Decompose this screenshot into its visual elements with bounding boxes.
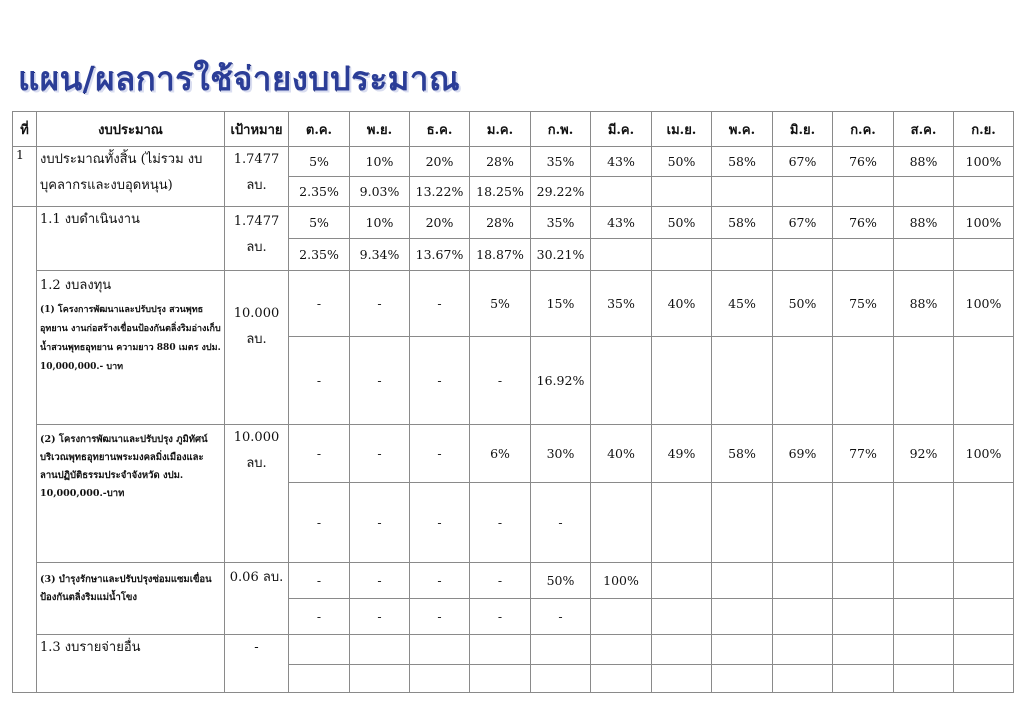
- result-cell: 13.22%: [410, 177, 470, 207]
- result-cell: [773, 177, 833, 207]
- plan-cell: 43%: [591, 147, 652, 177]
- month-header: ก.ค.: [833, 112, 894, 147]
- result-cell: [773, 483, 833, 563]
- result-cell: [833, 239, 894, 271]
- plan-cell: 35%: [531, 147, 591, 177]
- col-no-header: ที่: [13, 112, 37, 147]
- plan-cell: -: [470, 563, 531, 599]
- month-header: มี.ค.: [591, 112, 652, 147]
- plan-cell: 58%: [712, 147, 773, 177]
- result-cell: -: [350, 599, 410, 635]
- col-target-header: เป้าหมาย: [225, 112, 289, 147]
- month-header: พ.ย.: [350, 112, 410, 147]
- project-2-plan-row: [13, 425, 1014, 483]
- investment-cell: [37, 271, 225, 425]
- plan-cell: 58%: [712, 207, 773, 239]
- budget-table: [12, 111, 1014, 693]
- result-cell: 2.35%: [289, 177, 350, 207]
- result-cell: [591, 483, 652, 563]
- plan-cell: [712, 635, 773, 665]
- other-name: 1.3 งบรายจ่ายอื่น: [37, 635, 225, 693]
- plan-cell: 75%: [833, 271, 894, 337]
- plan-cell: 58%: [712, 425, 773, 483]
- plan-cell: 5%: [470, 271, 531, 337]
- result-cell: [833, 665, 894, 693]
- project-2-name: (2) โครงการพัฒนาและปรับปรุง ภูมิทัศน์บริเวณพุทธอุทยานพระมงคลมิ่งเมืองและลานปฏิบัติธรรมประจำจังหวัด งปม. 10,000,000.-บาท: [37, 425, 225, 563]
- result-cell: [833, 483, 894, 563]
- result-cell: 9.34%: [350, 239, 410, 271]
- plan-cell: [652, 563, 712, 599]
- plan-cell: -: [350, 271, 410, 337]
- month-header: ต.ค.: [289, 112, 350, 147]
- month-header: เม.ย.: [652, 112, 712, 147]
- plan-cell: 35%: [591, 271, 652, 337]
- result-cell: [591, 599, 652, 635]
- plan-cell: 30%: [531, 425, 591, 483]
- result-cell: [773, 665, 833, 693]
- plan-cell: 5%: [289, 147, 350, 177]
- result-cell: [954, 483, 1014, 563]
- investment-name: 1.2 งบลงทุน: [40, 278, 112, 293]
- result-cell: [652, 483, 712, 563]
- plan-cell: 10%: [350, 207, 410, 239]
- result-cell: 18.25%: [470, 177, 531, 207]
- result-cell: [531, 665, 591, 693]
- plan-cell: [289, 635, 350, 665]
- plan-cell: 77%: [833, 425, 894, 483]
- plan-cell: 100%: [954, 425, 1014, 483]
- plan-cell: 76%: [833, 207, 894, 239]
- result-cell: [410, 665, 470, 693]
- plan-cell: 15%: [531, 271, 591, 337]
- result-cell: -: [289, 483, 350, 563]
- result-cell: [652, 239, 712, 271]
- result-cell: [591, 665, 652, 693]
- plan-cell: [652, 635, 712, 665]
- plan-cell: 35%: [531, 207, 591, 239]
- plan-cell: 100%: [954, 271, 1014, 337]
- result-cell: 2.35%: [289, 239, 350, 271]
- month-header: มิ.ย.: [773, 112, 833, 147]
- result-cell: -: [410, 337, 470, 425]
- plan-cell: 100%: [591, 563, 652, 599]
- result-cell: [954, 599, 1014, 635]
- result-cell: -: [531, 483, 591, 563]
- plan-cell: 76%: [833, 147, 894, 177]
- plan-cell: [773, 635, 833, 665]
- plan-cell: [591, 635, 652, 665]
- operation-name: 1.1 งบดำเนินงาน: [37, 207, 225, 271]
- result-cell: -: [410, 599, 470, 635]
- plan-cell: 88%: [894, 207, 954, 239]
- plan-cell: -: [289, 425, 350, 483]
- result-cell: [712, 239, 773, 271]
- plan-cell: [894, 563, 954, 599]
- plan-cell: [773, 563, 833, 599]
- plan-cell: 43%: [591, 207, 652, 239]
- plan-cell: -: [410, 271, 470, 337]
- result-cell: -: [350, 337, 410, 425]
- plan-cell: [833, 563, 894, 599]
- result-cell: [954, 239, 1014, 271]
- plan-cell: 5%: [289, 207, 350, 239]
- result-cell: 16.92%: [531, 337, 591, 425]
- plan-cell: 20%: [410, 147, 470, 177]
- header-row: [13, 112, 1014, 147]
- result-cell: [652, 177, 712, 207]
- result-cell: [350, 665, 410, 693]
- result-cell: [591, 177, 652, 207]
- result-cell: [894, 239, 954, 271]
- result-cell: [773, 599, 833, 635]
- result-cell: [954, 177, 1014, 207]
- result-cell: -: [350, 483, 410, 563]
- row-number: 1: [13, 147, 37, 207]
- plan-cell: 67%: [773, 147, 833, 177]
- result-cell: [470, 665, 531, 693]
- result-cell: -: [470, 337, 531, 425]
- result-cell: 29.22%: [531, 177, 591, 207]
- plan-cell: 100%: [954, 207, 1014, 239]
- month-header: ก.ย.: [954, 112, 1014, 147]
- month-header: ม.ค.: [470, 112, 531, 147]
- plan-cell: 49%: [652, 425, 712, 483]
- result-cell: [894, 665, 954, 693]
- result-cell: 9.03%: [350, 177, 410, 207]
- project-1-target: 10.000 ลบ.: [225, 271, 289, 425]
- plan-cell: [833, 635, 894, 665]
- project-3-target: 0.06 ลบ.: [225, 563, 289, 635]
- plan-cell: [712, 563, 773, 599]
- result-cell: [652, 337, 712, 425]
- project-3-name: (3) บำรุงรักษาและปรับปรุงซ่อมแซมเขื่อนป้องกันตลิ่งริมแม่น้ำโขง: [37, 563, 225, 635]
- budget-total-name: งบประมาณทั้งสิ้น (ไม่รวม งบบุคลากรและงบอุดหนุน): [37, 147, 225, 207]
- result-cell: [954, 665, 1014, 693]
- plan-cell: -: [350, 425, 410, 483]
- plan-cell: 88%: [894, 147, 954, 177]
- plan-cell: [531, 635, 591, 665]
- result-cell: -: [531, 599, 591, 635]
- plan-cell: -: [289, 271, 350, 337]
- plan-cell: 50%: [652, 147, 712, 177]
- project-3-plan-row: [13, 563, 1014, 599]
- plan-cell: -: [289, 563, 350, 599]
- month-header: ส.ค.: [894, 112, 954, 147]
- plan-cell: 67%: [773, 207, 833, 239]
- plan-cell: 40%: [652, 271, 712, 337]
- result-cell: [894, 483, 954, 563]
- result-cell: [712, 483, 773, 563]
- project-1-name: (1) โครงการพัฒนาและปรับปรุง สวนพุทธอุทยาน งานก่อสร้างเขื่อนป้องกันตลิ่งริมอ่างเก็บน้ำสวนพุทธอุทยาน ความยาว 880 เมตร งปม. 10,000,000.- บาท: [40, 305, 221, 372]
- result-cell: [773, 239, 833, 271]
- result-cell: 18.87%: [470, 239, 531, 271]
- result-cell: 13.67%: [410, 239, 470, 271]
- result-cell: [289, 665, 350, 693]
- page-title: แผน/ผลการใช้จ่ายงบประมาณ: [18, 59, 461, 98]
- result-cell: [833, 599, 894, 635]
- plan-cell: -: [410, 563, 470, 599]
- result-cell: [773, 337, 833, 425]
- result-cell: [591, 239, 652, 271]
- result-cell: -: [289, 599, 350, 635]
- result-cell: [712, 177, 773, 207]
- plan-cell: 69%: [773, 425, 833, 483]
- plan-cell: [954, 635, 1014, 665]
- result-cell: [894, 177, 954, 207]
- project-1-plan-row: [13, 271, 1014, 337]
- result-cell: [591, 337, 652, 425]
- result-cell: -: [470, 599, 531, 635]
- plan-cell: [350, 635, 410, 665]
- result-cell: [712, 665, 773, 693]
- result-cell: -: [289, 337, 350, 425]
- month-header: พ.ค.: [712, 112, 773, 147]
- plan-cell: [470, 635, 531, 665]
- plan-cell: 45%: [712, 271, 773, 337]
- result-cell: -: [410, 483, 470, 563]
- row-number-blank: [13, 207, 37, 693]
- plan-cell: -: [410, 425, 470, 483]
- plan-cell: 88%: [894, 271, 954, 337]
- plan-cell: -: [350, 563, 410, 599]
- total-plan-row: [13, 147, 1014, 177]
- plan-cell: [410, 635, 470, 665]
- month-header: ธ.ค.: [410, 112, 470, 147]
- project-2-target: 10.000 ลบ.: [225, 425, 289, 563]
- plan-cell: 20%: [410, 207, 470, 239]
- other-target: -: [225, 635, 289, 693]
- plan-cell: 28%: [470, 207, 531, 239]
- result-cell: [954, 337, 1014, 425]
- plan-cell: 50%: [531, 563, 591, 599]
- col-budget-header: งบประมาณ: [37, 112, 225, 147]
- result-cell: [894, 599, 954, 635]
- other-plan-row: [13, 635, 1014, 665]
- plan-cell: [894, 635, 954, 665]
- plan-cell: 40%: [591, 425, 652, 483]
- operation-plan-row: [13, 207, 1014, 239]
- plan-cell: [954, 563, 1014, 599]
- result-cell: [894, 337, 954, 425]
- plan-cell: 100%: [954, 147, 1014, 177]
- result-cell: [712, 599, 773, 635]
- plan-cell: 6%: [470, 425, 531, 483]
- result-cell: [652, 665, 712, 693]
- result-cell: [833, 337, 894, 425]
- result-cell: [652, 599, 712, 635]
- month-header: ก.พ.: [531, 112, 591, 147]
- plan-cell: 50%: [773, 271, 833, 337]
- result-cell: [833, 177, 894, 207]
- plan-cell: 92%: [894, 425, 954, 483]
- result-cell: -: [470, 483, 531, 563]
- operation-target: 1.7477 ลบ.: [225, 207, 289, 271]
- plan-cell: 50%: [652, 207, 712, 239]
- plan-cell: 10%: [350, 147, 410, 177]
- plan-cell: 28%: [470, 147, 531, 177]
- budget-total-target: 1.7477 ลบ.: [225, 147, 289, 207]
- result-cell: [712, 337, 773, 425]
- result-cell: 30.21%: [531, 239, 591, 271]
